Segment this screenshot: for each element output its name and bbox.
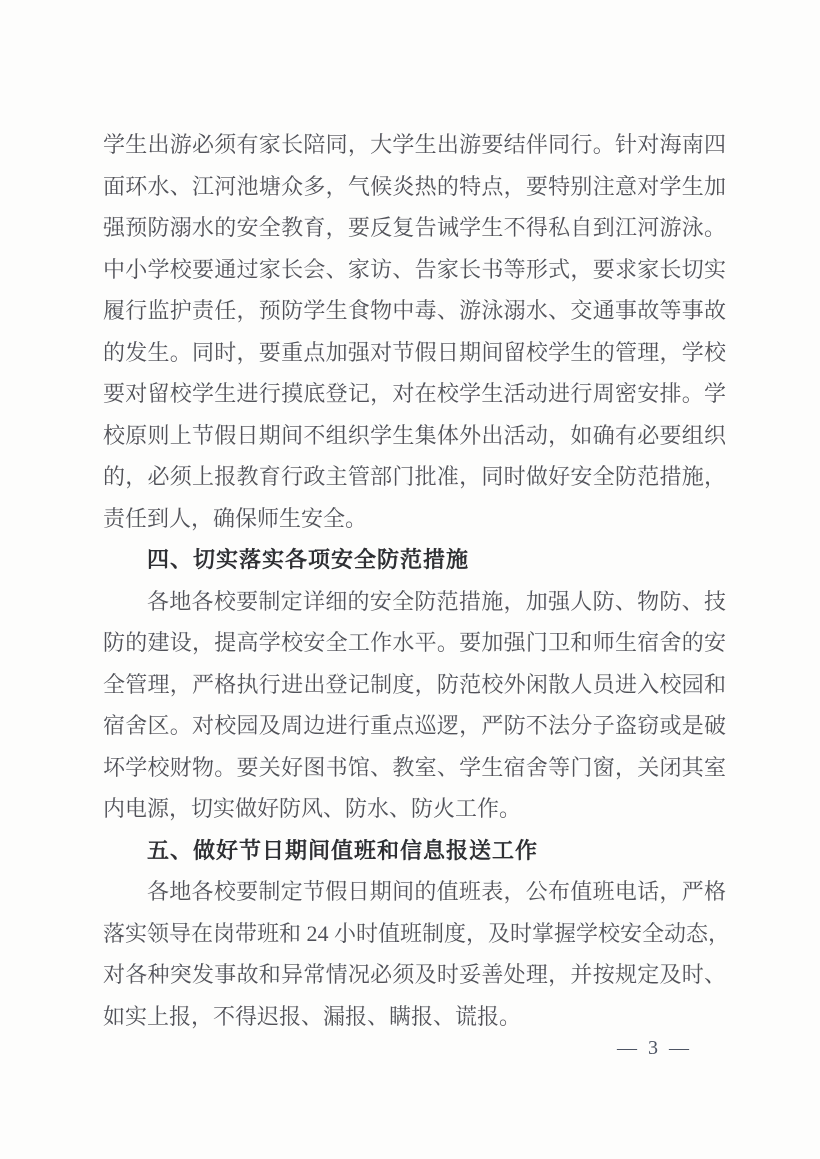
text-line: 防的建设，提高学校安全工作水平。要加强门卫和师生宿舍的安 bbox=[103, 630, 726, 655]
text-line: 内电源，切实做好防风、防水、防火工作。 bbox=[103, 796, 522, 821]
text-line: 坏学校财物。要关好图书馆、教室、学生宿舍等门窗，关闭其室 bbox=[103, 754, 726, 780]
text-line: 强预防溺水的安全教育，要反复告诫学生不得私自到江河游泳。 bbox=[103, 215, 726, 240]
text-line: 责任到人，确保师生安全。 bbox=[103, 505, 368, 531]
text-line: 对各种突发事故和异常情况必须及时妥善处理，并按规定及时、 bbox=[103, 962, 726, 987]
page-number: — 3 — bbox=[617, 1037, 692, 1059]
section-heading: 四、切实落实各项安全防范措施 bbox=[147, 547, 470, 572]
text-line: 履行监护责任，预防学生食物中毒、游泳溺水、交通事故等事故 bbox=[103, 298, 726, 323]
text-line: 各地各校要制定详细的安全防范措施，加强人防、物防、技 bbox=[147, 588, 726, 614]
text-line: 各地各校要制定节假日期间的值班表，公布值班电话，严格 bbox=[147, 879, 726, 904]
text-line: 的发生。同时，要重点加强对节假日期间留校学生的管理，学校 bbox=[103, 339, 726, 365]
section-heading: 五、做好节日期间值班和信息报送工作 bbox=[147, 837, 539, 863]
text-line: 中小学校要通过家长会、家访、告家长书等形式，要求家长切实 bbox=[103, 256, 726, 282]
text-line: 要对留校学生进行摸底登记，对在校学生活动进行周密安排。学 bbox=[103, 381, 726, 406]
text-line: 宿舍区。对校园及周边进行重点巡逻，严防不法分子盗窃或是破 bbox=[103, 713, 726, 738]
text-line: 面环水、江河池塘众多，气候炎热的特点，要特别注意对学生加 bbox=[103, 173, 726, 199]
text-line: 学生出游必须有家长陪同，大学生出游要结伴同行。针对海南四 bbox=[103, 132, 726, 157]
text-line: 如实上报，不得迟报、漏报、瞒报、谎报。 bbox=[103, 1003, 522, 1029]
text-line: 的，必须上报教育行政主管部门批准，同时做好安全防范措施， bbox=[103, 464, 726, 489]
text-line: 全管理，严格执行进出登记制度，防范校外闲散人员进入校园和 bbox=[103, 671, 726, 697]
text-line: 校原则上节假日期间不组织学生集体外出活动，如确有必要组织 bbox=[103, 422, 726, 448]
document-body bbox=[103, 124, 731, 1037]
text-line: 落实领导在岗带班和 24 小时值班制度，及时掌握学校安全动态， bbox=[103, 920, 731, 946]
